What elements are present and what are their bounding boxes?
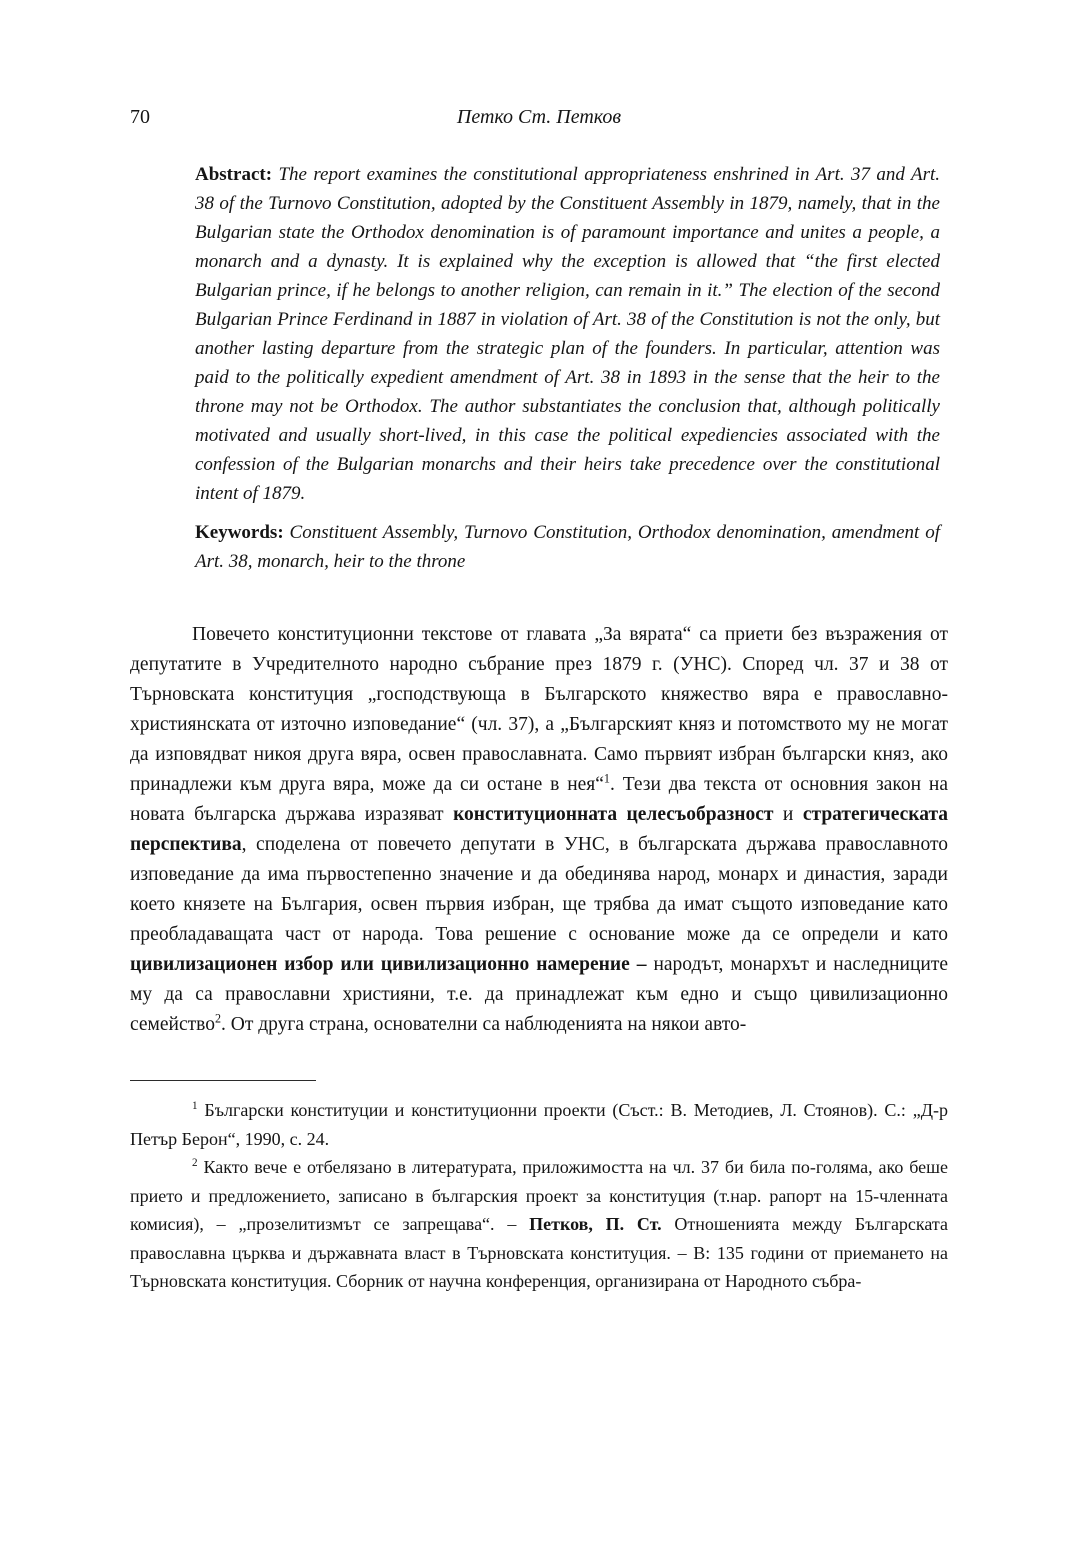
footnote-ref-1: 1 [603,771,610,786]
body-paragraph [130,620,948,1040]
footnote-2 [130,1153,948,1296]
body-bold-3: цивилизационен избор или цивилизационно намерение – [130,954,647,975]
body-bold-2: стратегическата перспектива [130,804,949,855]
page-header [130,106,948,132]
page-number: 70 [130,106,150,128]
keywords-text: Constituent Assembly, Turnovo Constitution, Orthodox denomination, amendment of Art. 38, monarch, heir to the throne [195,522,940,572]
footnotes-section [130,1080,948,1296]
keywords-block [195,518,940,576]
footnote-1 [130,1096,948,1153]
running-head: Петко Ст. Петков [456,106,622,128]
body-text-1: Повечето конституционни текстове от главата „За вярата“ са приети без възражения от депутатите в Учредителното народно събрание през 1879 г. (УНС). Според чл. 37 и 38 от Търновската конституция „господствующа в Българското княжество вяра е православно-християнската от източно изповедание“ (чл. 37), а „Българският княз и потомството му не могат да изповядват никоя друга вяра, освен православната. Само първият избран български княз, ако принадлежи към друга вяра, може да си остане в нея“ [130,624,948,795]
abstract-text: The report examines the constitutional appropriateness enshrined in Art. 37 and Art. 38 of the Turnovo Constitution, adopted by the Constituent Assembly in 1879, namely, that in the Bulgarian state the Orthodox denomination is of paramount importance and unites a people, a monarch and a dynasty. It is explained why the exception is allowed that “the first elected Bulgarian prince, if he belongs to another religion, can remain in it.” The election of the second Bulgarian Prince Ferdinand in 1887 in violation of Art. 38 of the Constitution is not the only, but another lasting departure from the strategic plan of the founders. In particular, attention was paid to the politically expedient amendment of Art. 38 in 1893 in the sense that the heir to the throne may not be Orthodox. The author substantiates the conclusion that, although politically motivated and usually short-lived, in this case the political expediencies associated with the confession of the Bulgarian monarchs and their heirs take precedence over the constitutional intent of 1879. [195,164,941,504]
footnote-2-text-2: Отношенията между Българската православна църква и държавната власт в Търновската конституция. – В: 135 години от приемането на Търновската конституция. Сборник от научна конференция, организирана от Народното събра- [130,1214,948,1291]
body-bold-1: конституционната целесъобразност [453,804,774,825]
footnote-2-text-1: Както вече е отбелязано в литературата, приложимостта на чл. 37 би била по-голяма, ако беше прието и предложението, записано в българския проект за конституция (т.нар. рапорт на 15-членната комисия), – „прозелитизмът се запрещава“. – [130,1157,948,1234]
body-text-5: народът, монархът и наследниците му да са православни християни, т.е. да принадлежат към едно и също цивилизационно семейство [130,954,948,1035]
keywords-label: Keywords: [195,522,284,543]
abstract-block [195,160,940,508]
body-text-6: . От друга страна, основателни са наблюденията на някои авто- [221,1014,747,1035]
footnote-2-bold: Петков, П. Ст. [529,1214,662,1234]
body-text-3: и [773,804,803,825]
footnote-1-marker: 1 [192,1100,198,1112]
footnote-separator [130,1080,316,1081]
footnote-ref-2: 2 [214,1011,222,1026]
footnote-2-marker: 2 [192,1157,198,1169]
body-text-4: , споделена от повечето депутати в УНС, в българската държава православното изповедание да има първостепенно значение и да обединява народ, монарх и династия, заради което князете на България, освен първия избран, ще трябва да имат същото изповедание като преобладаващата част от народа. Това решение с основание може да се определи и като [130,834,948,945]
footnote-1-text: Български конституции и конституционни проекти (Съст.: В. Методиев, Л. Стоянов). С.: „Д-р Петър Берон“, 1990, с. 24. [130,1100,948,1149]
abstract-label: Abstract: [195,164,273,185]
body-text-2: . Тези два текста от основния закон на новата българска държава изразяват [130,774,948,825]
